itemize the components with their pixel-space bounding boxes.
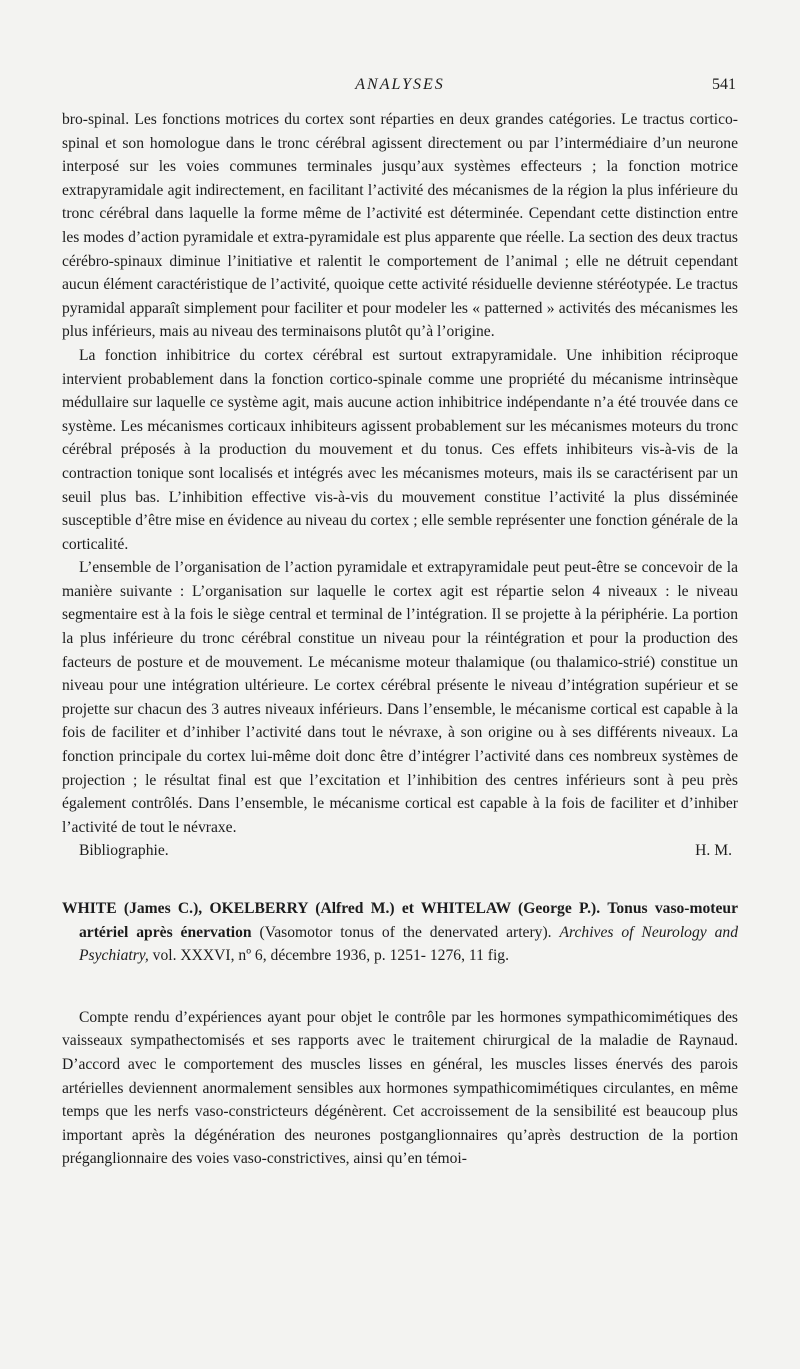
review-paragraph: Compte rendu d’expériences ayant pour objet le contrôle par les hormones sympathicomimétiques des vaisseaux sympathectomisés et ses rapports avec le traitement chirurgical de la maladie de Raynaud. D’accord avec le comportement des muscles lisses en général, les muscles lisses énervés des parois artérielles deviennent anormalement sensibles aux hormones sympathicomimétiques circulantes, en même temps que les nerfs vaso-constricteurs dégénèrent. Cet accroissement de la sensibilité est beaucoup plus important après la dégénération des neurones postganglionnaires qu’après destruction de la portion préganglionnaire des voies vaso-constrictives, ainsi qu’en témoi-	[62, 1008, 738, 1168]
bibliography-line	[62, 839, 738, 863]
paragraph: bro-spinal. Les fonctions motrices du cortex sont réparties en deux grandes catégories. Le tractus cortico-spinal et son homologue dans le tronc cérébral agissent directement ou par l’intermédiaire d’un neurone interposé sur les voies communes terminales jusqu’aux systèmes effecteurs ; la fonction motrice extrapyramidale agit indirectement, en facilitant l’activité des mécanismes de la région la plus inférieure du tronc cérébral dans laquelle la forme même de l’activité est déterminée. Cependant cette distinction entre les modes d’action pyramidale et extra-pyramidale est plus apparente que réelle. La section des deux tractus cérébro-spinaux diminue l’initiative et ralentit le comportement de l’animal ; elle ne détruit cependant aucun élément caractéristique de l’activité, quoique cette activité résiduelle devienne stéréotypée. Le tractus pyramidal apparaît simplement pour faciliter et pour modeler les « patterned » activités des mécanismes les plus inférieurs, mais au niveau des terminaisons plutôt qu’à l’origine.	[62, 111, 738, 341]
review-journal: Archives of Neurology and Psychiatry,	[79, 923, 738, 965]
paragraph: L’ensemble de l’organisation de l’action pyramidale et extrapyramidale peut peut-être se concevoir de la manière suivante : L’organisation sur laquelle le cortex agit est répartie selon 4 niveaux : le niveau segmentaire est à la fois le siège central et terminal de l’intégration. Il se projette à la périphérie. La portion la plus inférieure du tronc cérébral constitue un niveau pour la réintégration et pour la production des facteurs de posture et de mouvement. Le mécanisme moteur thalamique (ou thalamico-strié) constitue un niveau pour une intégration ultérieure. Le cortex cérébral présente le niveau d’intégration supérieur et se projette sur chacun des 3 autres niveaux inférieurs. Dans l’ensemble, le mécanisme cortical est capable à la fois de faciliter et d’inhiber l’activité dans tout le névraxe, à son origine ou à ses différents niveaux. La fonction principale du cortex lui-même doit donc être d’intégrer l’activité dans ces nombreux systèmes de projection ; le résultat final est que l’excitation et l’inhibition des centres inférieurs sont à peu près également contrôlés. Dans l’ensemble, le mécanisme cortical est capable à la fois de faciliter et d’inhiber l’activité de tout le névraxe.	[62, 559, 738, 836]
review-title-translation: (Vasomotor tonus of the denervated artery).	[259, 923, 552, 941]
running-title: ANALYSES	[355, 76, 445, 93]
review-heading	[62, 897, 738, 968]
page-number: 541	[712, 76, 736, 93]
bibliography-label: Bibliographie.	[79, 842, 169, 860]
review-authors: WHITE (James C.), OKELBERRY (Alfred M.) et WHITELAW (George P.).	[62, 900, 601, 917]
review-citation: vol. XXXVI, nº 6, décembre 1936, p. 1251- 1276, 11 fig.	[152, 947, 509, 965]
body-text	[62, 108, 738, 1171]
review-article-title: Tonus vaso-moteur artériel après énervation	[79, 900, 738, 941]
running-head	[0, 76, 800, 98]
paragraph: La fonction inhibitrice du cortex cérébral est surtout extrapyramidale. Une inhibition réciproque intervient probablement dans la fonction cortico-spinale comme une propriété du mécanisme intrinsèque médullaire sur laquelle ce système agit, mais aucune action inhibitrice indépendante n’a été trouvée dans ce système. Les mécanismes corticaux inhibiteurs agissent probablement sur les mécanismes moteurs du tronc cérébral préposés à la production du mouvement et du tonus. Ces effets inhibiteurs vis-à-vis de la contraction tonique sont localisés et intégrés avec les mécanismes moteurs, mais ils se caractérisent par un seuil plus bas. L’inhibition effective vis-à-vis du mouvement constitue l’activité la plus disséminée susceptible d’être mise en évidence au niveau du cortex ; elle semble représenter une fonction générale de la corticalité.	[62, 346, 738, 553]
reviewer-signature: H. M.	[695, 842, 732, 860]
